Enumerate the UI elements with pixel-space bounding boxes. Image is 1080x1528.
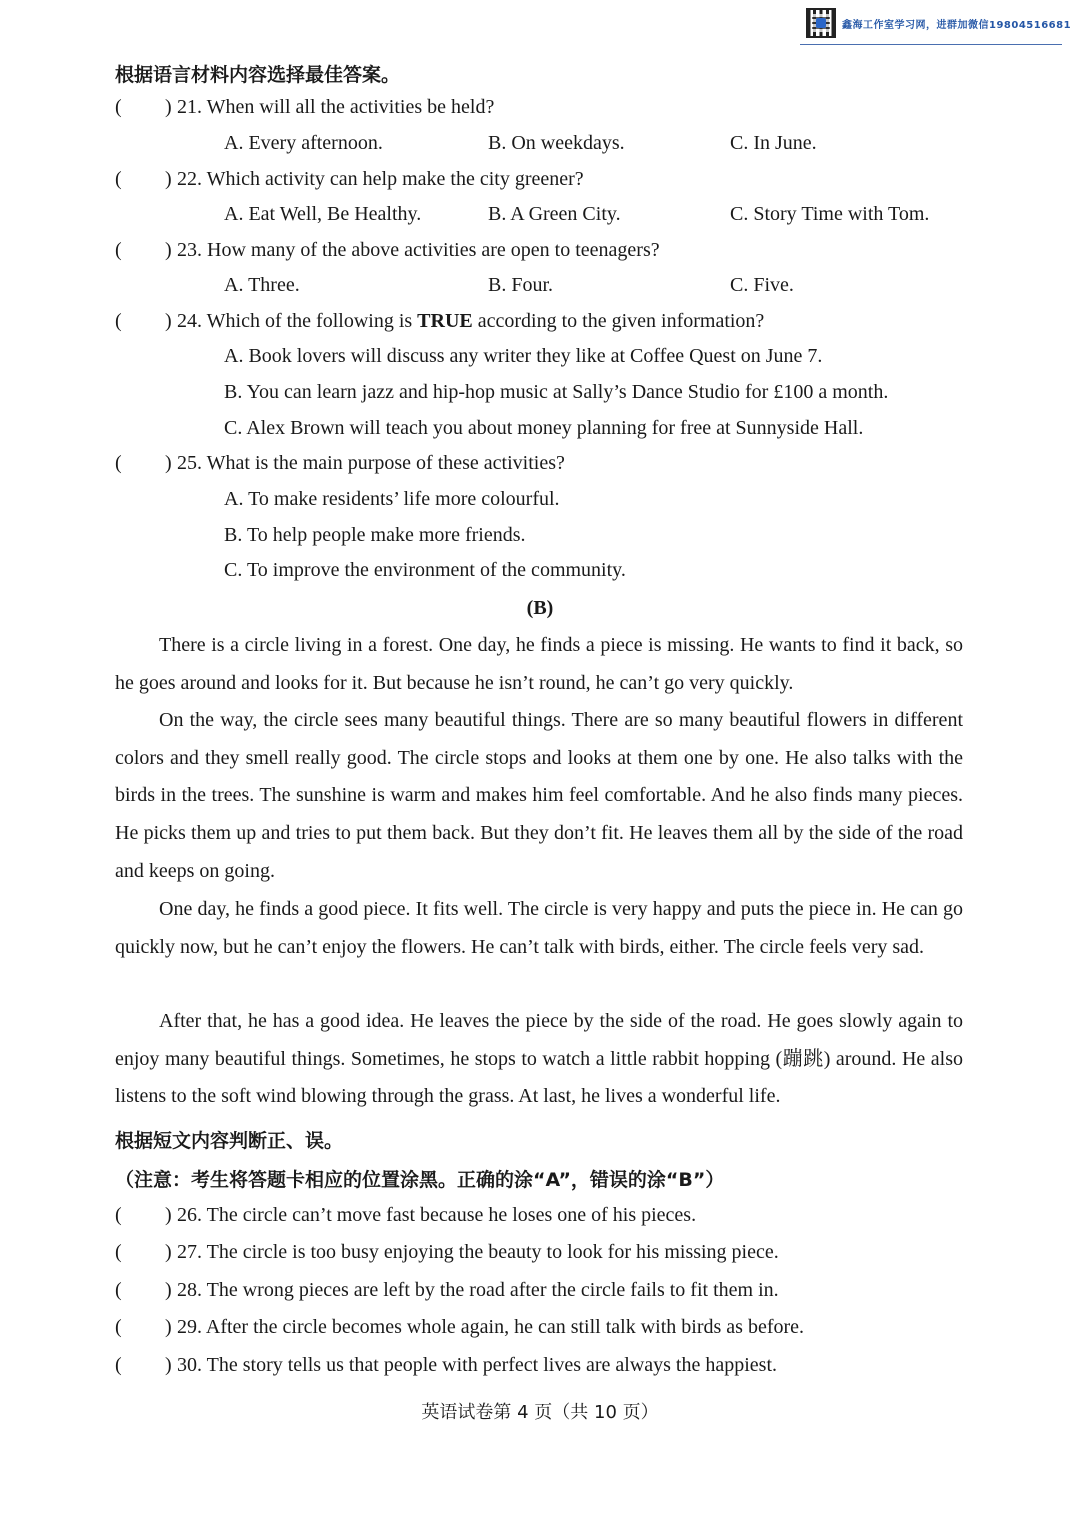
question-text: 29. After the circle becomes whole again, he can still talk with birds as before. (177, 1316, 805, 1338)
answer-paren-close: ) (165, 96, 172, 118)
answer-paren-open: ( (115, 1279, 122, 1301)
question-text: 26. The circle can’t move fast because he loses one of his pieces. (177, 1204, 697, 1226)
question-text: 30. The story tells us that people with perfect lives are always the happiest. (177, 1354, 778, 1376)
option-b: B. To help people make more friends. (224, 524, 526, 546)
answer-paren-open: ( (115, 96, 122, 118)
question-text: 28. The wrong pieces are left by the road after the circle fails to fit them in. (177, 1279, 779, 1301)
answer-paren-close: ) (165, 239, 172, 261)
option-c: C. Story Time with Tom. (730, 203, 930, 225)
answer-paren-close: ) (165, 1279, 172, 1301)
passage-paragraph-3: One day, he finds a good piece. It fits well. The circle is very happy and puts the piece in. He can go quickly now, but he can’t enjoy the flowers. He can’t talk with birds, either. The circle feels very sad. (115, 898, 963, 958)
question-text: 21. When will all the activities be held? (177, 96, 495, 118)
part-b-instruction: 根据短文内容判断正、误。 (115, 1130, 344, 1152)
answer-paren-close: ) (165, 1316, 172, 1338)
answer-paren-close: ) (165, 168, 172, 190)
emphasis-true: TRUE (417, 310, 473, 332)
answer-paren-close: ) (165, 1354, 172, 1376)
answer-paren-open: ( (115, 239, 122, 261)
qr-code-icon (806, 8, 836, 38)
passage-paragraph-2: On the way, the circle sees many beautiful things. There are so many beautiful flowers in different colors and they smell really good. The circle stops and looks at them one by one. He also talks with the birds in the trees. The sunshine is warm and makes him feel comfortable. And he also finds many pieces. He picks them up and tries to put them back. But they don’t fit. He leaves them all by the side of the road and keeps on going. (115, 709, 963, 882)
answer-paren-open: ( (115, 1204, 122, 1226)
question-text: 24. Which of the following is TRUE according to the given information? (177, 310, 765, 332)
page-footer: 英语试卷第 4 页（共 10 页） (421, 1402, 659, 1423)
option-a: A. Three. (224, 274, 300, 296)
option-c: C. Five. (730, 274, 794, 296)
question-text: 27. The circle is too busy enjoying the beauty to look for his missing piece. (177, 1241, 779, 1263)
option-a: A. Eat Well, Be Healthy. (224, 203, 422, 225)
option-b: B. Four. (488, 274, 554, 296)
answer-paren-open: ( (115, 452, 122, 474)
option-c: C. Alex Brown will teach you about money planning for free at Sunnyside Hall. (224, 417, 864, 439)
question-text: 22. Which activity can help make the city greener? (177, 168, 584, 190)
answer-paren-close: ) (165, 1204, 172, 1226)
option-b: B. A Green City. (488, 203, 621, 225)
question-text: 23. How many of the above activities are open to teenagers? (177, 239, 660, 261)
option-a: A. Book lovers will discuss any writer they like at Coffee Quest on June 7. (224, 345, 823, 367)
answer-paren-open: ( (115, 1354, 122, 1376)
option-c: C. To improve the environment of the community. (224, 559, 626, 581)
question-text: 25. What is the main purpose of these activities? (177, 452, 565, 474)
watermark-text: 鑫海工作室学习网，进群加微信19804516681 (842, 20, 1072, 31)
passage-paragraph-1: There is a circle living in a forest. One day, he finds a piece is missing. He wants to find it back, so he goes around and looks for it. But because he isn’t round, he can’t go very quickly. (115, 634, 963, 694)
option-b: B. You can learn jazz and hip-hop music at Sally’s Dance Studio for £100 a month. (224, 381, 889, 403)
answer-paren-open: ( (115, 1241, 122, 1263)
part-b-note: （注意：考生将答题卡相应的位置涂黑。正确的涂“A”，错误的涂“B”） (115, 1169, 725, 1191)
answer-paren-open: ( (115, 168, 122, 190)
option-b: B. On weekdays. (488, 132, 625, 154)
answer-paren-open: ( (115, 1316, 122, 1338)
answer-paren-close: ) (165, 1241, 172, 1263)
answer-paren-open: ( (115, 310, 122, 332)
part-a-instruction: 根据语言材料内容选择最佳答案。 (115, 64, 401, 86)
page-header (800, 8, 1072, 45)
section-title-b: (B) (526, 597, 554, 619)
answer-paren-close: ) (165, 310, 172, 332)
option-c: C. In June. (730, 132, 817, 154)
answer-paren-close: ) (165, 452, 172, 474)
option-a: A. To make residents’ life more colourful. (224, 488, 560, 510)
option-a: A. Every afternoon. (224, 132, 383, 154)
passage-paragraph-4: After that, he has a good idea. He leaves the piece by the side of the road. He goes slowly again to enjoy many beautiful things. Sometimes, he stops to watch a little rabbit hopping (蹦跳) around. He also listens to the soft wind blowing through the grass. At last, he lives a wonderful life. (115, 1010, 963, 1108)
